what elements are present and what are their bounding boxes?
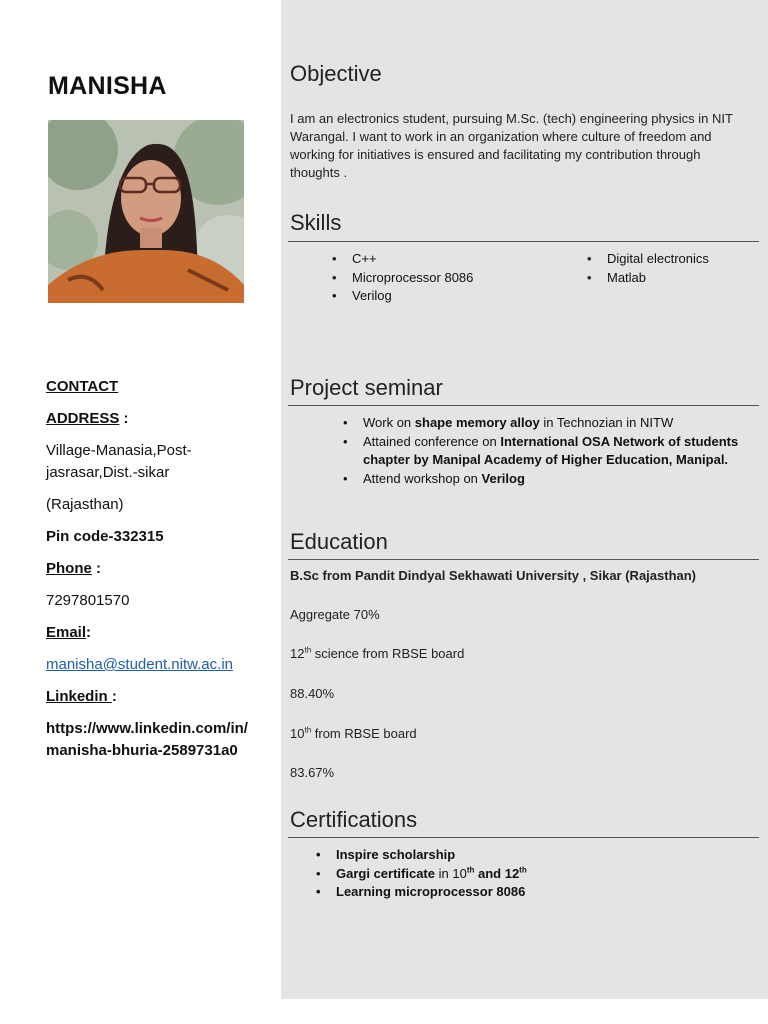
certifications-heading: Certifications — [290, 807, 418, 832]
project-item — [343, 470, 753, 489]
certification-item: • Learning microprocessor 8086 — [316, 883, 527, 902]
linkedin-label: Linkedin — [46, 688, 112, 705]
email-colon: : — [86, 624, 92, 641]
degree-name: B.Sc — [290, 568, 319, 583]
project-text-bold: International OSA Network of students chapter — [363, 433, 739, 467]
skill-item: • Matlab — [587, 269, 709, 288]
education-heading: Education — [290, 529, 388, 554]
certifications-divider — [288, 837, 759, 838]
skills-divider — [288, 241, 759, 242]
skills-list-1 — [332, 250, 473, 306]
address-line: Village-Manasia,Post-jasrasar,Dist.-sikar — [46, 442, 192, 481]
skill-item: • C++ — [332, 250, 473, 269]
skill-item: • Microprocessor 8086 — [332, 269, 473, 288]
email-label: Email — [46, 624, 87, 641]
project-text: by Manipal Academy of Higher Education, Manipal. — [409, 452, 729, 467]
project-list — [343, 414, 753, 488]
education-10th — [290, 726, 417, 741]
project-heading: Project seminar — [290, 375, 443, 400]
linkedin-url[interactable]: https://www.linkedin.com/in/ manisha-bhuria-2589731a0 — [46, 720, 248, 759]
objective-heading: Objective — [290, 61, 382, 86]
skill-item: • Verilog — [332, 287, 473, 306]
project-divider — [288, 405, 759, 406]
cert-text: and 12 — [474, 865, 520, 881]
address-state: (Rajasthan) — [46, 496, 124, 513]
email-link[interactable]: manisha@student.nitw.ac.in — [46, 656, 233, 673]
project-item — [343, 414, 753, 433]
certifications-list — [316, 846, 527, 902]
project-text-bold: shape memory alloy — [414, 415, 540, 430]
education-divider — [288, 559, 759, 560]
degree-university: from Pandit Dindyal Sekhawati University , Sikar (Rajasthan) — [318, 568, 697, 583]
certification-item: • Inspire scholarship — [316, 846, 527, 865]
skill-item: • Digital electronics — [587, 250, 709, 269]
grade-board: science from RBSE board — [311, 646, 465, 661]
cert-text-bold: Gargi certificate — [336, 865, 435, 881]
grade-suffix: th — [304, 725, 312, 735]
skills-heading: Skills — [290, 210, 342, 235]
phone-colon: : — [91, 560, 102, 577]
education-aggregate: Aggregate 70% — [290, 607, 380, 622]
address-label: ADDRESS — [46, 410, 120, 427]
education-degree — [290, 568, 696, 583]
project-text: in Technozian in NITW — [539, 415, 674, 430]
certification-item — [316, 865, 527, 884]
cert-text: in 10 — [435, 865, 467, 881]
skills-list-2 — [587, 250, 709, 287]
contact-heading: CONTACT — [46, 378, 119, 395]
education-12th-score: 88.40% — [290, 686, 335, 701]
phone-label: Phone — [46, 560, 92, 577]
project-text: Work on — [363, 415, 415, 430]
grade-number: 10 — [290, 726, 305, 741]
project-text: Attained conference on — [363, 433, 501, 449]
linkedin-colon: : — [111, 688, 117, 705]
project-item — [343, 433, 753, 470]
address-colon: : — [119, 410, 129, 427]
cert-suffix: th — [466, 865, 475, 875]
grade-number: 12 — [290, 646, 305, 661]
education-10th-score: 83.67% — [290, 765, 335, 780]
project-text-bold: Verilog — [481, 470, 525, 486]
phone-number: 7297801570 — [46, 592, 130, 609]
objective-text: I am an electronics student, pursuing M.Sc. (tech) engineering physics in NIT Warangal. I want to work in an organization where culture of freedom and working for initiatives is ensured and facilitating my contribution through thoughts . — [290, 111, 733, 180]
grade-board: from RBSE board — [311, 726, 417, 741]
pin-code: Pin code-332315 — [46, 528, 164, 545]
cert-suffix: th — [519, 865, 527, 875]
grade-suffix: th — [304, 645, 312, 655]
contact-section — [46, 376, 278, 772]
candidate-name: MANISHA — [48, 72, 167, 100]
project-text: Attend workshop on — [363, 470, 482, 486]
profile-photo — [48, 120, 244, 303]
education-12th — [290, 646, 464, 661]
